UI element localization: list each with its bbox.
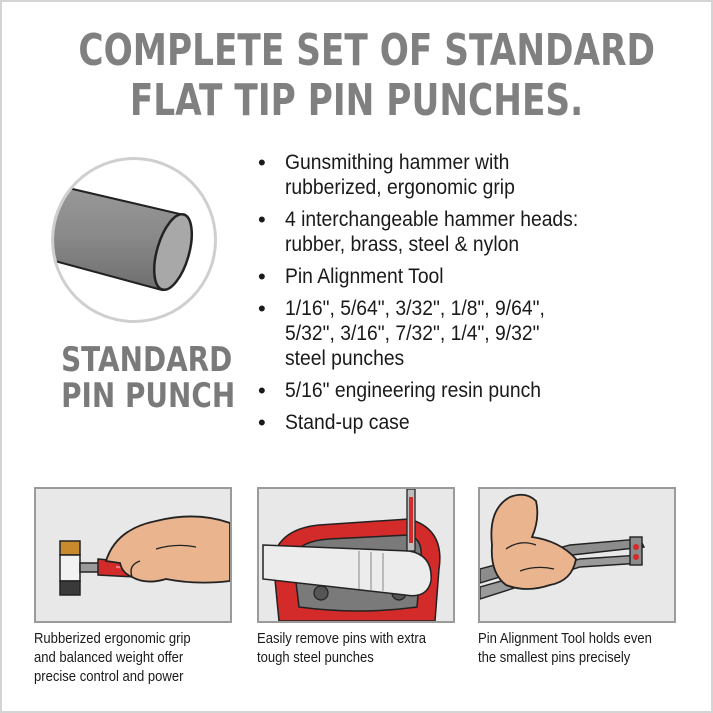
feature-text: 4 interchangeable hammer heads: rubber, brass, steel & nylon (285, 208, 579, 256)
punch-label-line-2: PIN PUNCH (61, 376, 236, 416)
headline (78, 25, 656, 126)
feature-text: 5/16" engineering resin punch (285, 379, 542, 402)
alignment-tool-panel (478, 487, 676, 623)
bullet-icon: • (258, 207, 266, 232)
standard-pin-punch-label (61, 340, 236, 416)
feature-text: Stand-up case (285, 411, 410, 434)
bullet-icon: • (258, 264, 266, 289)
bullet-icon: • (258, 296, 266, 321)
pin-punch-illustration (51, 157, 217, 323)
pin-alignment-tool-icon (480, 489, 674, 621)
feature-item (258, 296, 698, 371)
punch-and-pin-icon (259, 489, 453, 621)
headline-line-1: COMPLETE SET OF STANDARD (78, 25, 656, 76)
feature-item (258, 150, 698, 200)
hammer-grip-panel (34, 487, 232, 623)
pin-punch-icon (54, 160, 214, 320)
feature-list (258, 150, 698, 442)
punch-label-line-1: STANDARD (61, 340, 233, 380)
feature-text: Gunsmithing hammer with rubberized, ergonomic grip (285, 151, 515, 199)
headline-line-2: FLAT TIP PIN PUNCHES. (129, 75, 584, 126)
feature-text: 1/16", 5/64", 3/32", 1/8", 9/64", 5/32", 3/16", 7/32", 1/4", 9/32" steel punches (285, 297, 545, 370)
alignment-caption: Pin Alignment Tool holds even the smallest pins precisely (478, 631, 652, 666)
bullet-icon: • (258, 150, 266, 175)
feature-item (258, 378, 698, 403)
feature-item (258, 207, 698, 257)
grip-caption: Rubberized ergonomic grip and balanced weight offer precise control and power (34, 631, 191, 685)
feature-item (258, 264, 698, 289)
hammer-in-hand-icon (36, 489, 230, 621)
punch-pin-removal-panel (257, 487, 455, 623)
feature-text: Pin Alignment Tool (285, 265, 444, 288)
feature-item (258, 410, 698, 435)
bullet-icon: • (258, 410, 266, 435)
punch-caption: Easily remove pins with extra tough steel punches (257, 631, 426, 666)
bullet-icon: • (258, 378, 266, 403)
